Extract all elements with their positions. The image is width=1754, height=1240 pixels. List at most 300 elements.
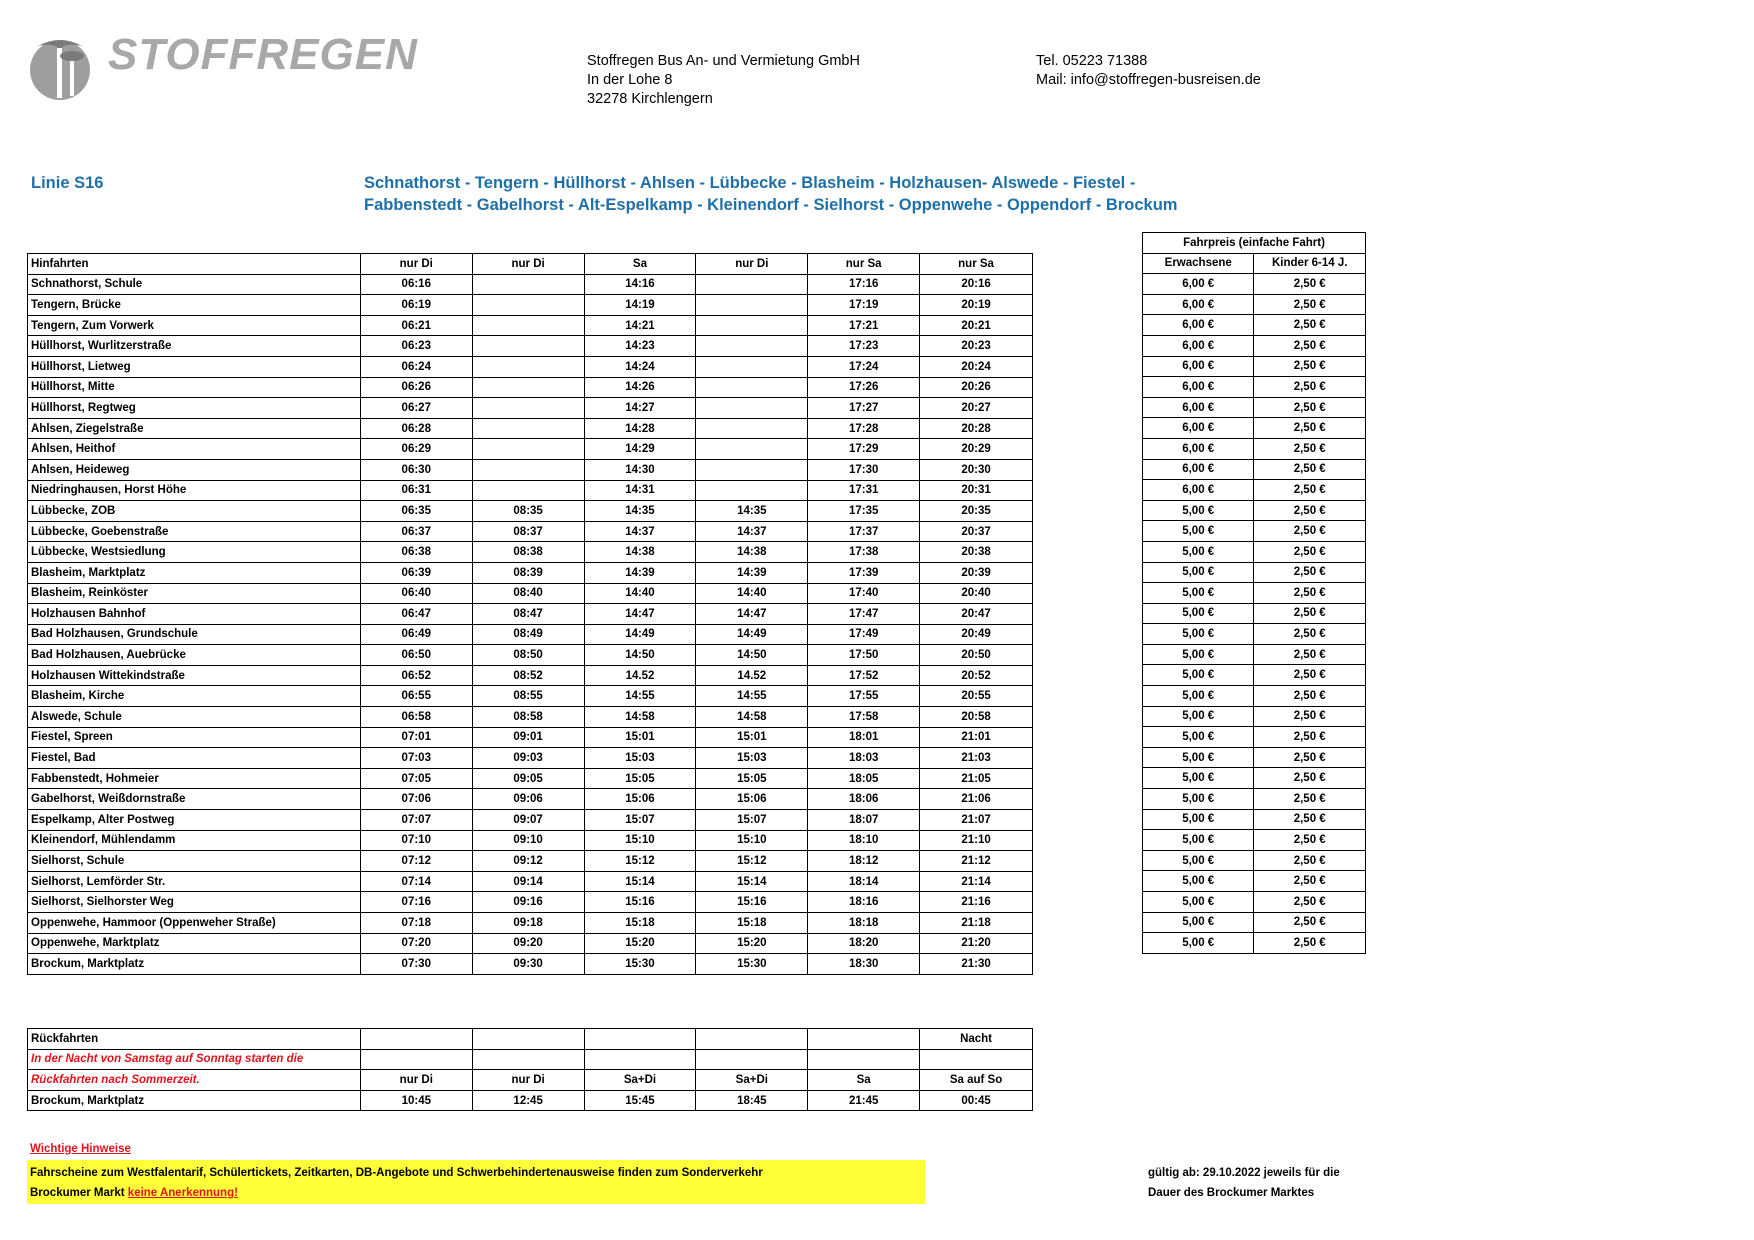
time-cell: 15:14 [696, 871, 808, 892]
time-cell: 08:55 [472, 686, 584, 707]
time-cell: 17:38 [808, 542, 920, 563]
stop-name: Gabelhorst, Weißdornstraße [28, 789, 361, 810]
stop-name: Kleinendorf, Mühlendamm [28, 830, 361, 851]
time-cell: 15:01 [696, 727, 808, 748]
stop-name: Ahlsen, Heithof [28, 439, 361, 460]
fare-cell: 2,50 € [1254, 500, 1366, 521]
fare-row [1143, 521, 1366, 542]
time-cell: 15:01 [584, 727, 696, 748]
time-cell: 18:20 [808, 933, 920, 954]
time-cell [472, 377, 584, 398]
fare-cell: 5,00 € [1143, 768, 1254, 789]
fare-row [1143, 830, 1366, 851]
time-cell: 21:05 [920, 768, 1033, 789]
fare-cell: 5,00 € [1143, 809, 1254, 830]
time-cell: 06:27 [360, 398, 472, 419]
stop-name: Oppenwehe, Marktplatz [28, 933, 361, 954]
time-cell: 06:58 [360, 707, 472, 728]
time-cell: 14:26 [584, 377, 696, 398]
time-cell: 08:50 [472, 645, 584, 666]
time-cell: 15:07 [584, 810, 696, 831]
stop-name: Holzhausen Bahnhof [28, 604, 361, 625]
stop-name: Lübbecke, Goebenstraße [28, 521, 361, 542]
time-cell: 10:45 [360, 1090, 472, 1111]
time-cell: 17:49 [808, 624, 920, 645]
time-cell: 15:16 [696, 892, 808, 913]
table-row [28, 562, 1033, 583]
time-cell: 14:28 [584, 418, 696, 439]
fare-cell: 6,00 € [1143, 315, 1254, 336]
time-cell: 14:47 [584, 604, 696, 625]
fare-row [1143, 583, 1366, 604]
time-cell: 20:58 [920, 707, 1033, 728]
time-cell [472, 336, 584, 357]
time-cell: 20:28 [920, 418, 1033, 439]
time-cell: 17:31 [808, 480, 920, 501]
time-cell: 09:06 [472, 789, 584, 810]
time-cell: 06:31 [360, 480, 472, 501]
time-cell: 07:05 [360, 768, 472, 789]
column-header: Sa+Di [584, 1070, 696, 1091]
stop-name: Sielhorst, Sielhorster Weg [28, 892, 361, 913]
fare-row [1143, 294, 1366, 315]
stop-name: Fiestel, Bad [28, 748, 361, 769]
table-row [28, 583, 1033, 604]
table-row [28, 727, 1033, 748]
fare-cell: 2,50 € [1254, 397, 1366, 418]
time-cell: 09:05 [472, 768, 584, 789]
table-row [28, 892, 1033, 913]
fare-cell: 6,00 € [1143, 438, 1254, 459]
time-cell: 17:37 [808, 521, 920, 542]
time-cell: 06:50 [360, 645, 472, 666]
table-row [28, 439, 1033, 460]
time-cell: 06:40 [360, 583, 472, 604]
time-cell: 14:37 [584, 521, 696, 542]
time-cell: 06:35 [360, 501, 472, 522]
time-cell: 06:24 [360, 356, 472, 377]
table-row [28, 398, 1033, 419]
fare-cell: 6,00 € [1143, 480, 1254, 501]
fare-cell: 2,50 € [1254, 686, 1366, 707]
notes-line-2-text: Brockumer Markt [30, 1187, 128, 1199]
column-header: Sa auf So [920, 1070, 1033, 1091]
time-cell: 18:12 [808, 851, 920, 872]
time-cell: 20:47 [920, 604, 1033, 625]
fare-cell: 2,50 € [1254, 562, 1366, 583]
time-cell: 15:03 [584, 748, 696, 769]
fare-cell: 2,50 € [1254, 583, 1366, 604]
time-cell: 14.52 [584, 665, 696, 686]
table-row [28, 645, 1033, 666]
time-cell [696, 439, 808, 460]
fare-cell: 2,50 € [1254, 418, 1366, 439]
fare-cell: 2,50 € [1254, 727, 1366, 748]
time-cell: 07:18 [360, 913, 472, 934]
stop-name: Blasheim, Reinköster [28, 583, 361, 604]
time-cell: 07:01 [360, 727, 472, 748]
time-cell: 14:24 [584, 356, 696, 377]
fare-row [1143, 809, 1366, 830]
company-address [587, 52, 860, 109]
return-note-row [28, 1049, 1033, 1070]
fare-row [1143, 933, 1366, 954]
fare-row [1143, 768, 1366, 789]
fare-row [1143, 459, 1366, 480]
time-cell: 15:30 [584, 954, 696, 975]
time-cell: 15:05 [696, 768, 808, 789]
time-cell: 20:26 [920, 377, 1033, 398]
fare-cell: 2,50 € [1254, 438, 1366, 459]
fare-cell: 5,00 € [1143, 521, 1254, 542]
time-cell [696, 480, 808, 501]
fare-row [1143, 274, 1366, 295]
time-cell: 14:38 [696, 542, 808, 563]
fare-cell: 2,50 € [1254, 706, 1366, 727]
stop-name: Tengern, Zum Vorwerk [28, 315, 361, 336]
time-cell: 17:47 [808, 604, 920, 625]
fare-cell: 5,00 € [1143, 644, 1254, 665]
fare-row [1143, 665, 1366, 686]
palm-logo-icon [24, 30, 96, 102]
column-header: Sa [584, 254, 696, 275]
fare-row [1143, 356, 1366, 377]
time-cell: 06:26 [360, 377, 472, 398]
time-cell: 14:29 [584, 439, 696, 460]
stop-name: Alswede, Schule [28, 707, 361, 728]
time-cell: 18:03 [808, 748, 920, 769]
stop-name: Hüllhorst, Mitte [28, 377, 361, 398]
time-cell: 18:07 [808, 810, 920, 831]
fare-cell: 5,00 € [1143, 727, 1254, 748]
time-cell: 21:03 [920, 748, 1033, 769]
fare-cell: 5,00 € [1143, 789, 1254, 810]
time-cell: 06:30 [360, 459, 472, 480]
time-cell: 00:45 [920, 1090, 1033, 1111]
time-cell: 20:55 [920, 686, 1033, 707]
table-row [28, 789, 1033, 810]
time-cell: 06:38 [360, 542, 472, 563]
company-street: In der Lohe 8 [587, 72, 673, 88]
fare-cell: 6,00 € [1143, 459, 1254, 480]
time-cell: 06:19 [360, 295, 472, 316]
column-header: Sa+Di [696, 1070, 808, 1091]
fare-header-row [1143, 253, 1366, 274]
fare-cell: 2,50 € [1254, 644, 1366, 665]
fare-row [1143, 850, 1366, 871]
time-cell: 07:20 [360, 933, 472, 954]
time-cell: 09:18 [472, 913, 584, 934]
fare-row [1143, 892, 1366, 913]
stop-name: Ahlsen, Ziegelstraße [28, 418, 361, 439]
company-tel: Tel. 05223 71388 [1036, 53, 1148, 69]
fare-cell: 6,00 € [1143, 377, 1254, 398]
time-cell: 21:01 [920, 727, 1033, 748]
route-line-1: Schnathorst - Tengern - Hüllhorst - Ahlsen - Lübbecke - Blasheim - Holzhausen- Alswede - Fiestel - [364, 174, 1136, 192]
time-cell: 06:29 [360, 439, 472, 460]
fare-cell: 2,50 € [1254, 850, 1366, 871]
time-cell: 18:30 [808, 954, 920, 975]
stop-name: Lübbecke, Westsiedlung [28, 542, 361, 563]
outbound-timetable [27, 253, 1033, 975]
time-cell: 07:12 [360, 851, 472, 872]
stop-name: Fiestel, Spreen [28, 727, 361, 748]
time-cell: 07:10 [360, 830, 472, 851]
time-cell: 20:40 [920, 583, 1033, 604]
table-row [28, 459, 1033, 480]
time-cell: 14:58 [696, 707, 808, 728]
time-cell: 08:37 [472, 521, 584, 542]
fare-cell: 2,50 € [1254, 892, 1366, 913]
time-cell [472, 418, 584, 439]
stop-name: Fabbenstedt, Hohmeier [28, 768, 361, 789]
stop-name: Niedringhausen, Horst Höhe [28, 480, 361, 501]
return-stop: Brockum, Marktplatz [28, 1090, 361, 1111]
time-cell [472, 274, 584, 295]
logo-text: STOFFREGEN [108, 30, 418, 79]
time-cell: 15:18 [584, 913, 696, 934]
time-cell: 20:49 [920, 624, 1033, 645]
time-cell: 15:20 [696, 933, 808, 954]
table-row [28, 665, 1033, 686]
time-cell: 06:16 [360, 274, 472, 295]
fare-row [1143, 727, 1366, 748]
fare-cell: 2,50 € [1254, 624, 1366, 645]
stop-name: Bad Holzhausen, Auebrücke [28, 645, 361, 666]
time-cell: 08:58 [472, 707, 584, 728]
fare-cell: 2,50 € [1254, 789, 1366, 810]
stop-name: Brockum, Marktplatz [28, 954, 361, 975]
fare-cell: 5,00 € [1143, 686, 1254, 707]
fare-cell: 6,00 € [1143, 294, 1254, 315]
time-cell [696, 295, 808, 316]
time-cell: 09:03 [472, 748, 584, 769]
column-header: nur Di [696, 254, 808, 275]
column-header: nur Sa [920, 254, 1033, 275]
fare-cell: 2,50 € [1254, 830, 1366, 851]
fare-cell: 5,00 € [1143, 892, 1254, 913]
time-cell [472, 459, 584, 480]
time-cell: 09:16 [472, 892, 584, 913]
table-row [28, 377, 1033, 398]
time-cell: 09:01 [472, 727, 584, 748]
time-cell: 14:58 [584, 707, 696, 728]
table-row [28, 521, 1033, 542]
time-cell: 21:30 [920, 954, 1033, 975]
fare-row [1143, 912, 1366, 933]
table-row [28, 851, 1033, 872]
company-logo [24, 30, 418, 110]
time-cell: 17:28 [808, 418, 920, 439]
fare-column-header: Kinder 6-14 J. [1254, 253, 1366, 274]
fare-cell: 6,00 € [1143, 274, 1254, 295]
fare-cell: 5,00 € [1143, 500, 1254, 521]
stop-name: Tengern, Brücke [28, 295, 361, 316]
time-cell: 20:16 [920, 274, 1033, 295]
time-cell: 09:30 [472, 954, 584, 975]
table-row [28, 830, 1033, 851]
route-line-2: Fabbenstedt - Gabelhorst - Alt-Espelkamp - Kleinendorf - Sielhorst - Oppenwehe - Oppendorf - Brockum [364, 196, 1178, 214]
night-label: Nacht [920, 1029, 1033, 1050]
fare-row [1143, 562, 1366, 583]
time-cell: 15:16 [584, 892, 696, 913]
time-cell: 20:21 [920, 315, 1033, 336]
time-cell: 20:31 [920, 480, 1033, 501]
notes-heading: Wichtige Hinweise [30, 1143, 131, 1155]
column-header: nur Sa [808, 254, 920, 275]
fare-cell: 2,50 € [1254, 274, 1366, 295]
fare-cell: 5,00 € [1143, 747, 1254, 768]
time-cell: 21:14 [920, 871, 1033, 892]
table-row [28, 604, 1033, 625]
table-row [28, 418, 1033, 439]
fare-row [1143, 706, 1366, 727]
time-cell: 15:14 [584, 871, 696, 892]
stop-name: Espelkamp, Alter Postweg [28, 810, 361, 831]
time-cell: 20:37 [920, 521, 1033, 542]
company-contact [1036, 52, 1261, 90]
time-cell: 18:45 [696, 1090, 808, 1111]
time-cell: 09:20 [472, 933, 584, 954]
time-cell: 20:35 [920, 501, 1033, 522]
fare-row [1143, 377, 1366, 398]
fare-title-row [1143, 233, 1366, 254]
fare-row [1143, 686, 1366, 707]
fare-row [1143, 747, 1366, 768]
time-cell: 14:21 [584, 315, 696, 336]
return-header-row [28, 1070, 1033, 1091]
fare-cell: 5,00 € [1143, 830, 1254, 851]
time-cell: 18:06 [808, 789, 920, 810]
time-cell: 09:14 [472, 871, 584, 892]
validity-note [1148, 1163, 1340, 1203]
return-row [28, 1090, 1033, 1111]
fare-cell: 2,50 € [1254, 356, 1366, 377]
fare-row [1143, 315, 1366, 336]
time-cell: 21:10 [920, 830, 1033, 851]
time-cell: 14:39 [696, 562, 808, 583]
time-cell: 17:58 [808, 707, 920, 728]
time-cell: 17:35 [808, 501, 920, 522]
fare-row [1143, 871, 1366, 892]
route-title [364, 172, 1177, 216]
time-cell [472, 295, 584, 316]
fare-cell: 5,00 € [1143, 706, 1254, 727]
line-label: Linie S16 [31, 174, 104, 192]
fare-cell: 5,00 € [1143, 541, 1254, 562]
time-cell: 20:38 [920, 542, 1033, 563]
fare-row [1143, 500, 1366, 521]
time-cell: 20:52 [920, 665, 1033, 686]
stop-name: Blasheim, Marktplatz [28, 562, 361, 583]
fare-row [1143, 603, 1366, 624]
time-cell: 17:52 [808, 665, 920, 686]
table-row [28, 748, 1033, 769]
fare-cell: 2,50 € [1254, 294, 1366, 315]
time-cell: 08:39 [472, 562, 584, 583]
time-cell: 14:16 [584, 274, 696, 295]
fare-cell: 5,00 € [1143, 912, 1254, 933]
fare-column-header: Erwachsene [1143, 253, 1254, 274]
time-cell: 20:39 [920, 562, 1033, 583]
stop-name: Ahlsen, Heideweg [28, 459, 361, 480]
fare-cell: 6,00 € [1143, 418, 1254, 439]
fare-row [1143, 418, 1366, 439]
table-row [28, 336, 1033, 357]
table-row [28, 768, 1033, 789]
time-cell: 15:03 [696, 748, 808, 769]
time-cell: 15:18 [696, 913, 808, 934]
time-cell: 08:35 [472, 501, 584, 522]
time-cell [472, 439, 584, 460]
table-row [28, 810, 1033, 831]
time-cell: 06:49 [360, 624, 472, 645]
fare-title: Fahrpreis (einfache Fahrt) [1143, 233, 1366, 254]
time-cell [696, 377, 808, 398]
time-cell: 17:40 [808, 583, 920, 604]
time-cell: 06:55 [360, 686, 472, 707]
time-cell: 20:29 [920, 439, 1033, 460]
time-cell: 08:49 [472, 624, 584, 645]
time-cell: 21:07 [920, 810, 1033, 831]
fare-row [1143, 335, 1366, 356]
fare-row [1143, 438, 1366, 459]
time-cell: 06:28 [360, 418, 472, 439]
time-cell: 07:03 [360, 748, 472, 769]
column-header: nur Di [472, 1070, 584, 1091]
time-cell: 14:55 [696, 686, 808, 707]
table-row [28, 624, 1033, 645]
fare-row [1143, 397, 1366, 418]
fare-cell: 5,00 € [1143, 850, 1254, 871]
time-cell: 06:37 [360, 521, 472, 542]
time-cell: 21:12 [920, 851, 1033, 872]
time-cell: 17:39 [808, 562, 920, 583]
fare-cell: 6,00 € [1143, 335, 1254, 356]
table-row [28, 274, 1033, 295]
time-cell: 08:47 [472, 604, 584, 625]
time-cell: 17:50 [808, 645, 920, 666]
time-cell: 17:24 [808, 356, 920, 377]
notes-warning: keine Anerkennung! [127, 1187, 238, 1199]
stop-name: Hüllhorst, Regtweg [28, 398, 361, 419]
time-cell: 15:06 [584, 789, 696, 810]
time-cell: 14:39 [584, 562, 696, 583]
fare-row [1143, 480, 1366, 501]
time-cell: 06:23 [360, 336, 472, 357]
table-row [28, 707, 1033, 728]
stop-name: Hüllhorst, Wurlitzerstraße [28, 336, 361, 357]
validity-line-2: Dauer des Brockumer Marktes [1148, 1187, 1315, 1199]
time-cell [696, 274, 808, 295]
table-row [28, 356, 1033, 377]
fare-cell: 5,00 € [1143, 871, 1254, 892]
time-cell: 14:35 [696, 501, 808, 522]
time-cell: 08:52 [472, 665, 584, 686]
time-cell: 18:14 [808, 871, 920, 892]
time-cell: 06:21 [360, 315, 472, 336]
time-cell: 14.52 [696, 665, 808, 686]
time-cell: 09:07 [472, 810, 584, 831]
column-header: nur Di [472, 254, 584, 275]
fare-cell: 2,50 € [1254, 747, 1366, 768]
notes-box [27, 1160, 925, 1204]
time-cell: 06:52 [360, 665, 472, 686]
time-cell: 17:26 [808, 377, 920, 398]
fare-cell: 2,50 € [1254, 603, 1366, 624]
time-cell: 14:40 [696, 583, 808, 604]
time-cell: 08:40 [472, 583, 584, 604]
